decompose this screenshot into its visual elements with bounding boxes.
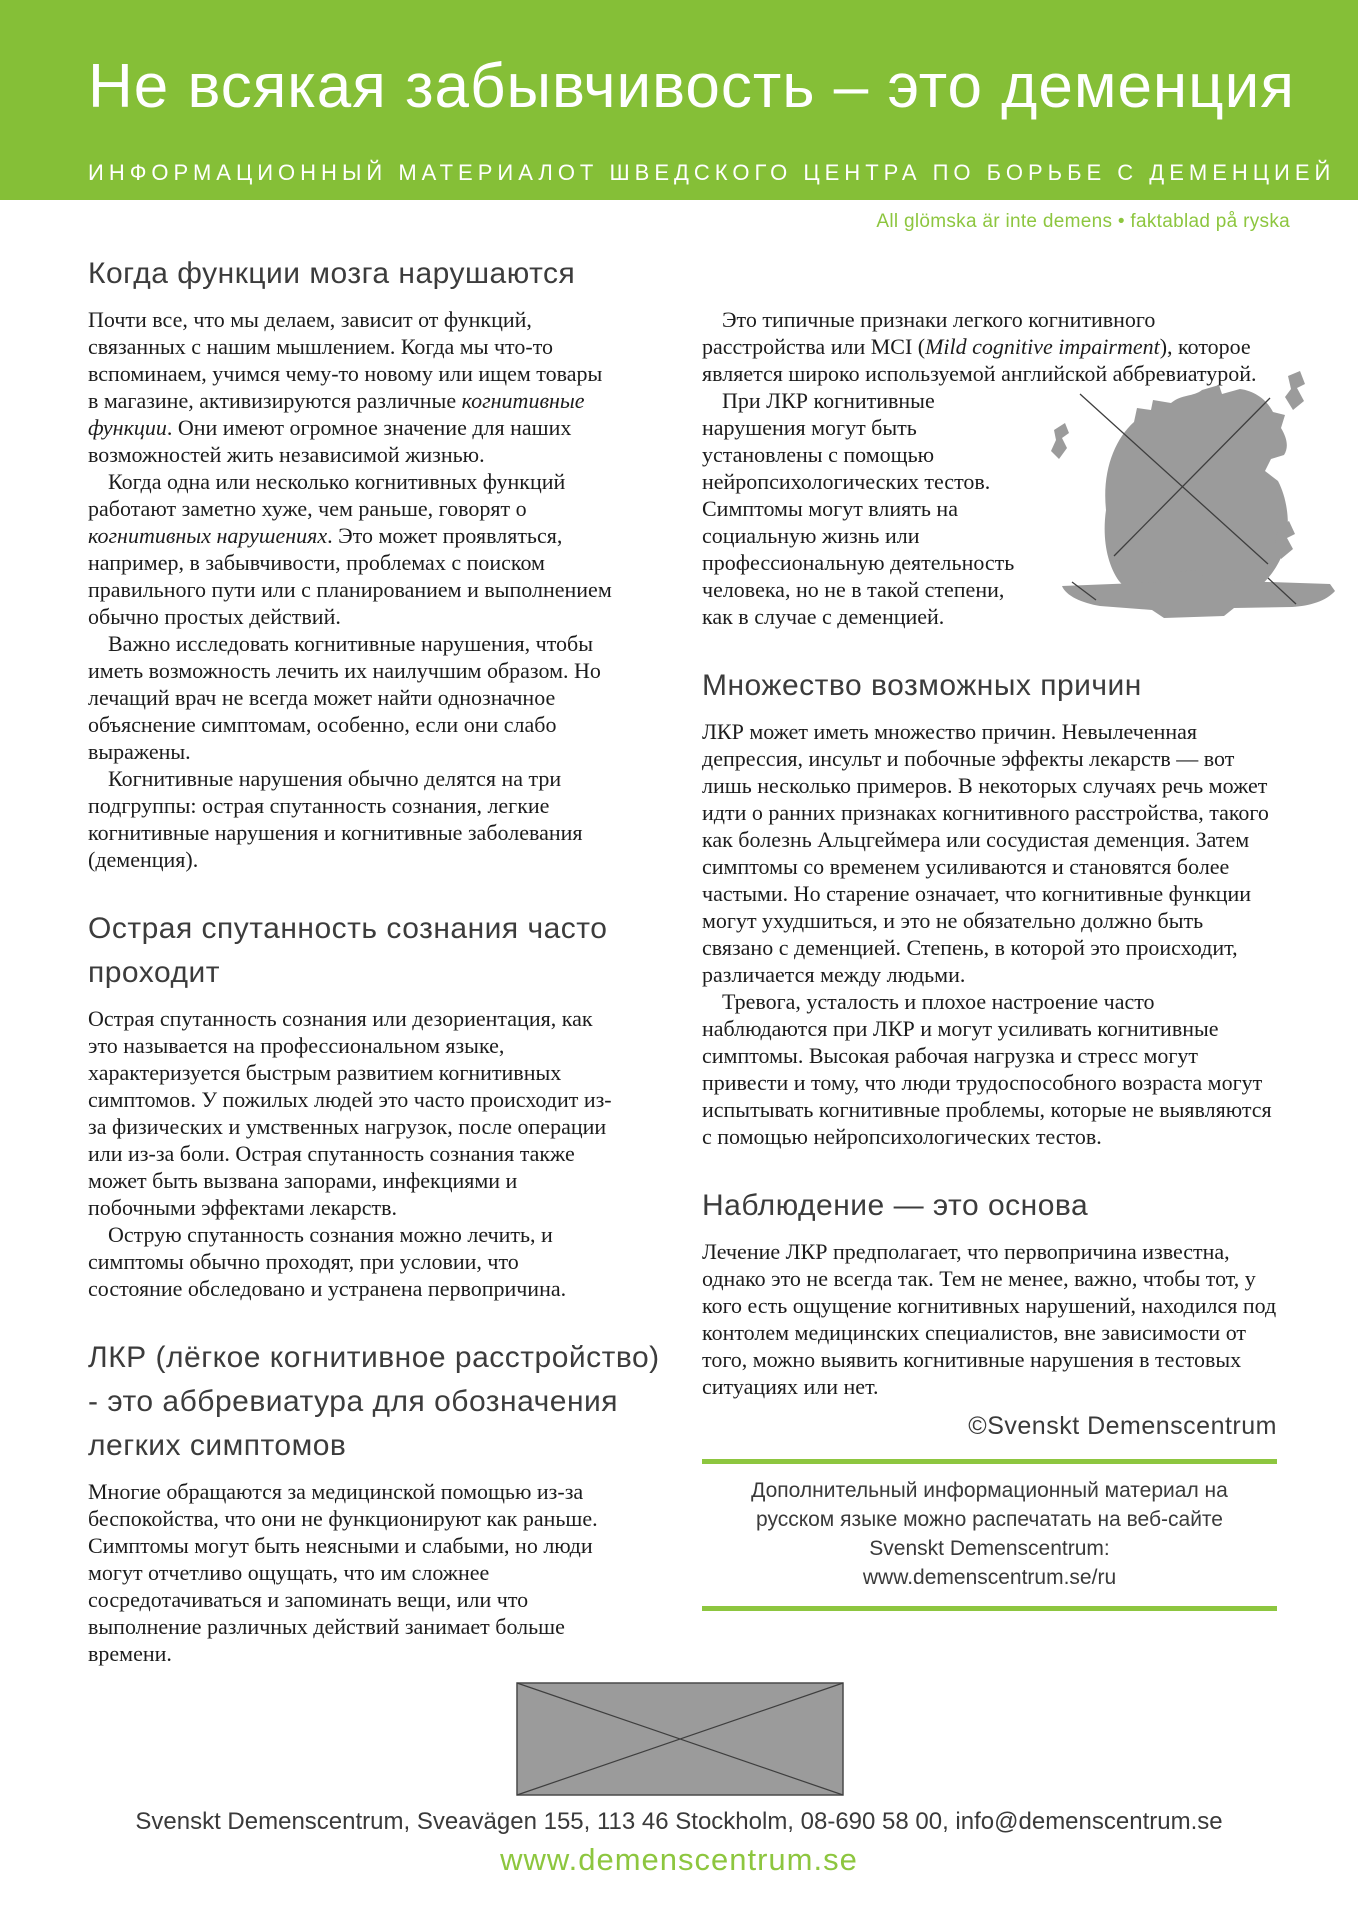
section-observation — [702, 1184, 1277, 1400]
footer-address: Svenskt Demenscentrum, Sveavägen 155, 113 46 Stockholm, 08-690 58 00, info@demenscentrum.se — [135, 1808, 1223, 1835]
italic-term: когнитивные функции — [88, 388, 585, 440]
info-box-text: Svenskt Demenscentrum: — [869, 1537, 1110, 1560]
section-acute-confusion — [88, 907, 616, 1302]
paragraph — [88, 468, 616, 630]
placeholder-bit-topright — [1285, 371, 1305, 410]
text-run: . Они имеют огромное значение для наших возможностей жить независимой жизнью. — [88, 415, 572, 467]
paragraph: Острая спутанность сознания или дезориентация, как это называется на профессиональном языке, характеризуется быстрым развитием когнитивных симптомов. У пожилых людей это часто происходит из-за физических и умственных нагрузок, после операции или из-за боли. Острая спутанность сознания также может быть вызвана запорами, инфекциями и побочными эффектами лекарств. — [88, 1006, 612, 1220]
text-run: Когда одна или несколько когнитивных функций работают заметно хуже, чем раньше, говорят о — [88, 469, 566, 521]
page-subtitle: ИНФОРМАЦИОННЫЙ МАТЕРИАЛОТ ШВЕДСКОГО ЦЕНТРА ПО БОРЬБЕ С ДЕМЕНЦИЕЙ — [88, 160, 1336, 185]
text-run: ), которое является широко используемой английской аббревиатурой. — [702, 334, 1257, 386]
section-heading: Множество возможных причин — [702, 669, 1142, 702]
paragraph: Лечение ЛКР предполагает, что первопричина известна, однако это не всегда так. Тем не менее, важно, чтобы тот, у кого есть ощущение когнитивных нарушений, находился под контолем медицинских специалистов, вне зависимости от того, можно выявить когнитивные нарушения в тестовых ситуациях или нет. — [702, 1239, 1277, 1399]
heading-line: проходит — [88, 956, 220, 989]
info-box-text: Дополнительный информационный материал на — [751, 1479, 1228, 1502]
info-box-text: русском языке можно распечатать на веб-сайте — [756, 1508, 1223, 1531]
paragraph: При ЛКР когнитивные нарушения могут быть установлены с помощью нейропсихологических тестов. Симптомы могут влиять на социальную жизнь или профессиональную деятельность человека, но не в такой степени, как в случае с деменцией. — [702, 388, 1015, 629]
heading-line: ЛКР (лёгкое когнитивное расстройство) — [88, 1341, 660, 1374]
section-many-causes — [702, 664, 1277, 1150]
info-box — [702, 1459, 1277, 1611]
italic-term: Mild cognitive impairment — [925, 334, 1160, 359]
paragraph: Когнитивные нарушения обычно делятся на три подгруппы: острая спутанность сознания, легкие когнитивные нарушения и когнитивные заболевания (деменция). — [88, 766, 583, 872]
text-run: . Это может проявляться, например, в забывчивости, проблемах с поиском правильного пути или с планированием и выполнением обычно простых действий. — [88, 523, 612, 629]
page-title: Не всякая забывчивость – это деменция — [88, 52, 1295, 121]
section-heading: Наблюдение — это основа — [702, 1189, 1089, 1222]
paragraph — [88, 306, 616, 468]
paragraph: Тревога, усталость и плохое настроение часто наблюдаются при ЛКР и могут усиливать когнитивные симптомы. Высокая рабочая нагрузка и стресс могут привести и тому, что люди трудоспособного возраста могут испытывать когнитивные проблемы, которые не выявляются с помощью нейропсихологических тестов. — [702, 989, 1272, 1149]
heading-line: Острая спутанность сознания часто — [88, 912, 608, 945]
italic-term: когнитивных нарушениях — [88, 523, 328, 548]
left-column — [88, 252, 660, 1667]
section-mci-abbreviation — [88, 1336, 660, 1667]
section-heading: Когда функции мозга нарушаются — [88, 257, 576, 290]
swedish-tagline: All glömska är inte demens • faktablad på ryska — [876, 211, 1290, 232]
paragraph: Важно исследовать когнитивные нарушения, чтобы иметь возможность лечить их наилучшим образом. Но лечащий врач не всегда может найти однозначное объяснение симптомам, особенно, если они слабо выражены. — [88, 631, 601, 764]
text-run: Почти все, что мы делаем, зависит от функций, связанных с нашим мышлением. Когда мы что-то вспоминаем, учимся чему-то новому или ищем товары в магазине, активизируются различные — [88, 307, 603, 413]
section-heading — [88, 1336, 660, 1468]
heading-line: легких симптомов — [88, 1429, 347, 1462]
info-box-link[interactable]: www.demenscentrum.se/ru — [862, 1566, 1117, 1589]
placeholder-bit-left — [1051, 423, 1069, 459]
paragraph: ЛКР может иметь множество причин. Невылеченная депрессия, инсульт и побочные эффекты лекарств — вот лишь несколько примеров. В некоторых случаях речь может идти о ранних признаках когнитивного расстройства, такого как болезнь Альцгеймера или сосудистая деменция. Затем симптомы со временем усиливаются и становятся более частыми. Но старение означает, что когнитивные функции могут ухудшиться, и это не обязательно должно быть связано с деменцией. Степень, в которой это происходит, различается между людьми. — [702, 719, 1269, 987]
paragraph: Многие обращаются за медицинской помощью из-за беспокойства, что они не функционируют как раньше. Симптомы могут быть неясными и слабыми, но люди могут отчетливо ощущать, что им сложнее сосредотачиваться и запоминать вещи, или что выполнение различных действий занимает больше времени. — [88, 1479, 598, 1666]
photo-placeholder — [516, 1682, 844, 1796]
footer-website-link[interactable]: www.demenscentrum.se — [500, 1842, 858, 1877]
paragraph: Острую спутанность сознания можно лечить, и симптомы обычно проходят, при условии, что состояние обследовано и устранена первопричина. — [88, 1222, 567, 1301]
heading-line: - это аббревиатура для обозначения — [88, 1385, 619, 1418]
text-run: Это типичные признаки легкого когнитивного расстройства или MCI ( — [702, 307, 1156, 359]
placeholder-platter — [1062, 570, 1335, 618]
brain-illustration-placeholder — [1044, 360, 1336, 620]
section-heading — [88, 907, 616, 995]
copyright-line: ©Svenskt Demenscentrum — [968, 1412, 1277, 1440]
section-brain-functions — [88, 252, 616, 873]
